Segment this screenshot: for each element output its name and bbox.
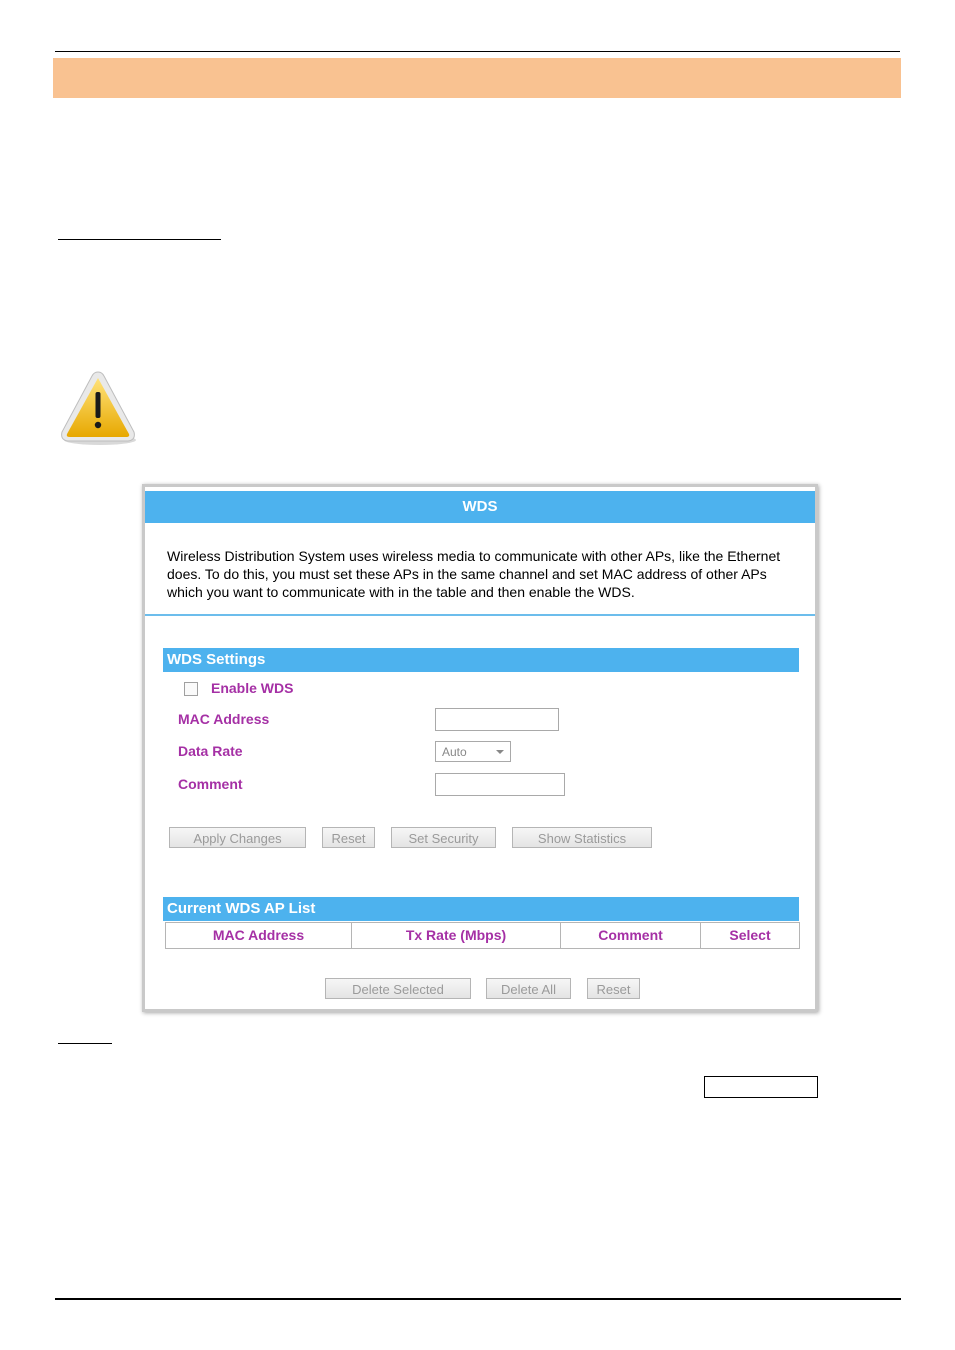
column-tx-rate: Tx Rate (Mbps) [352, 923, 561, 948]
wds-ap-table [165, 922, 800, 949]
mac-address-input[interactable] [435, 708, 559, 731]
data-rate-label: Data Rate [178, 743, 243, 759]
data-rate-value: Auto [442, 745, 467, 759]
chevron-down-icon [496, 750, 504, 754]
wds-description: Wireless Distribution System uses wireless media to communicate with other APs, like the Ethernet does. To do this, you must set these APs in the same channel and set MAC address of other APs which you want to communicate with in the table and then enable the WDS. [167, 548, 781, 600]
bottom-rule [55, 1298, 901, 1300]
column-mac-address: MAC Address [166, 923, 352, 948]
top-rule [55, 51, 900, 52]
wds-panel [142, 484, 818, 1012]
section-header-band [53, 58, 901, 98]
column-comment: Comment [561, 923, 701, 948]
outlined-box [704, 1076, 818, 1098]
comment-label: Comment [178, 776, 243, 792]
delete-all-button[interactable]: Delete All [486, 978, 571, 999]
panel-divider [145, 614, 815, 616]
comment-input[interactable] [435, 773, 565, 796]
wds-panel-title: WDS [145, 491, 815, 523]
warning-icon [58, 368, 138, 448]
show-statistics-button[interactable]: Show Statistics [512, 827, 652, 848]
delete-selected-button[interactable]: Delete Selected [325, 978, 471, 999]
list-reset-button[interactable]: Reset [587, 978, 640, 999]
wds-settings-header: WDS Settings [163, 648, 799, 672]
set-security-button[interactable]: Set Security [391, 827, 496, 848]
wds-ap-list-header: Current WDS AP List [163, 897, 799, 921]
apply-changes-button[interactable]: Apply Changes [169, 827, 306, 848]
mac-address-label: MAC Address [178, 711, 270, 727]
note-underline [58, 1043, 112, 1044]
reset-button[interactable]: Reset [322, 827, 375, 848]
enable-wds-checkbox[interactable] [184, 682, 198, 696]
enable-wds-label: Enable WDS [211, 680, 294, 696]
data-rate-select[interactable] [435, 741, 511, 762]
column-select: Select [729, 927, 771, 943]
heading-underline [58, 239, 221, 240]
